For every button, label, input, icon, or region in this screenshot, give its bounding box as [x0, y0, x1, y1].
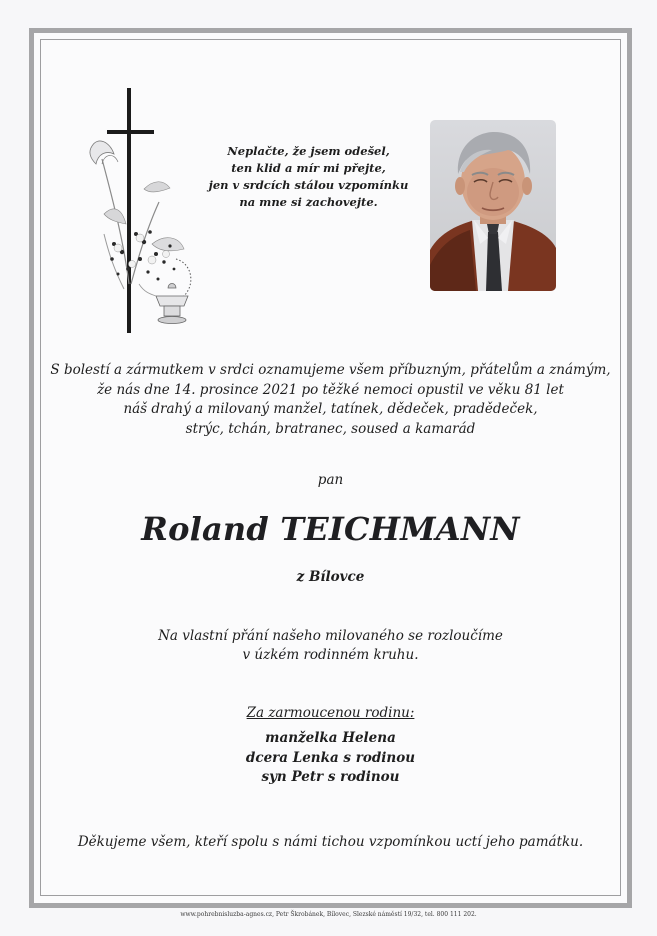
poem-line: Neplačte, že jsem odešel,	[227, 144, 390, 158]
origin-town: z Bílovce	[296, 569, 365, 585]
footer-text: www.pohrebnisluzba-agnes.cz, Petr Škrobánek, Bílovec, Slezské náměstí 19/32, tel. 800 111 202.	[180, 911, 477, 918]
family-heading	[42, 705, 619, 721]
family-member: manželka Helena	[265, 730, 396, 746]
poem-line: jen v srdcích stálou vzpomínku	[208, 178, 409, 192]
announcement-text	[42, 361, 619, 439]
poem	[196, 143, 421, 211]
announcement-line: strýc, tchán, bratranec, soused a kamarád	[185, 420, 476, 437]
family-member: dcera Lenka s rodinou	[245, 749, 416, 766]
portrait-photo	[430, 120, 556, 291]
salutation: pan	[317, 472, 344, 488]
poem-line: ten klid a mír mi přejte,	[231, 161, 386, 175]
thanks-text: Děkujeme všem, kteří spolu s námi tichou vzpomínkou uctí jeho památku.	[77, 834, 584, 850]
family-member: syn Petr s rodinou	[261, 769, 400, 785]
family-list	[42, 729, 619, 788]
deceased-name: Roland TEICHMANN	[141, 510, 520, 548]
cross-with-lilies-icon	[84, 84, 209, 339]
family-heading-text: Za zarmoucenou rodinu:	[246, 705, 415, 721]
announcement-line: S bolestí a zármutkem v srdci oznamujeme všem příbuzným, přátelům a známým,	[50, 362, 611, 378]
announcement-line: náš drahý a milovaný manžel, tatínek, dědeček, pradědeček,	[123, 401, 538, 417]
farewell-line: v úzkém rodinném kruhu.	[242, 647, 419, 663]
poem-line: na mne si zachovejte.	[239, 195, 378, 209]
announcement-line: že nás dne 14. prosince 2021 po těžké nemoci opustil ve věku 81 let	[97, 381, 564, 398]
farewell-line: Na vlastní přání našeho milovaného se rozloučíme	[158, 628, 503, 644]
farewell-text	[42, 627, 619, 665]
